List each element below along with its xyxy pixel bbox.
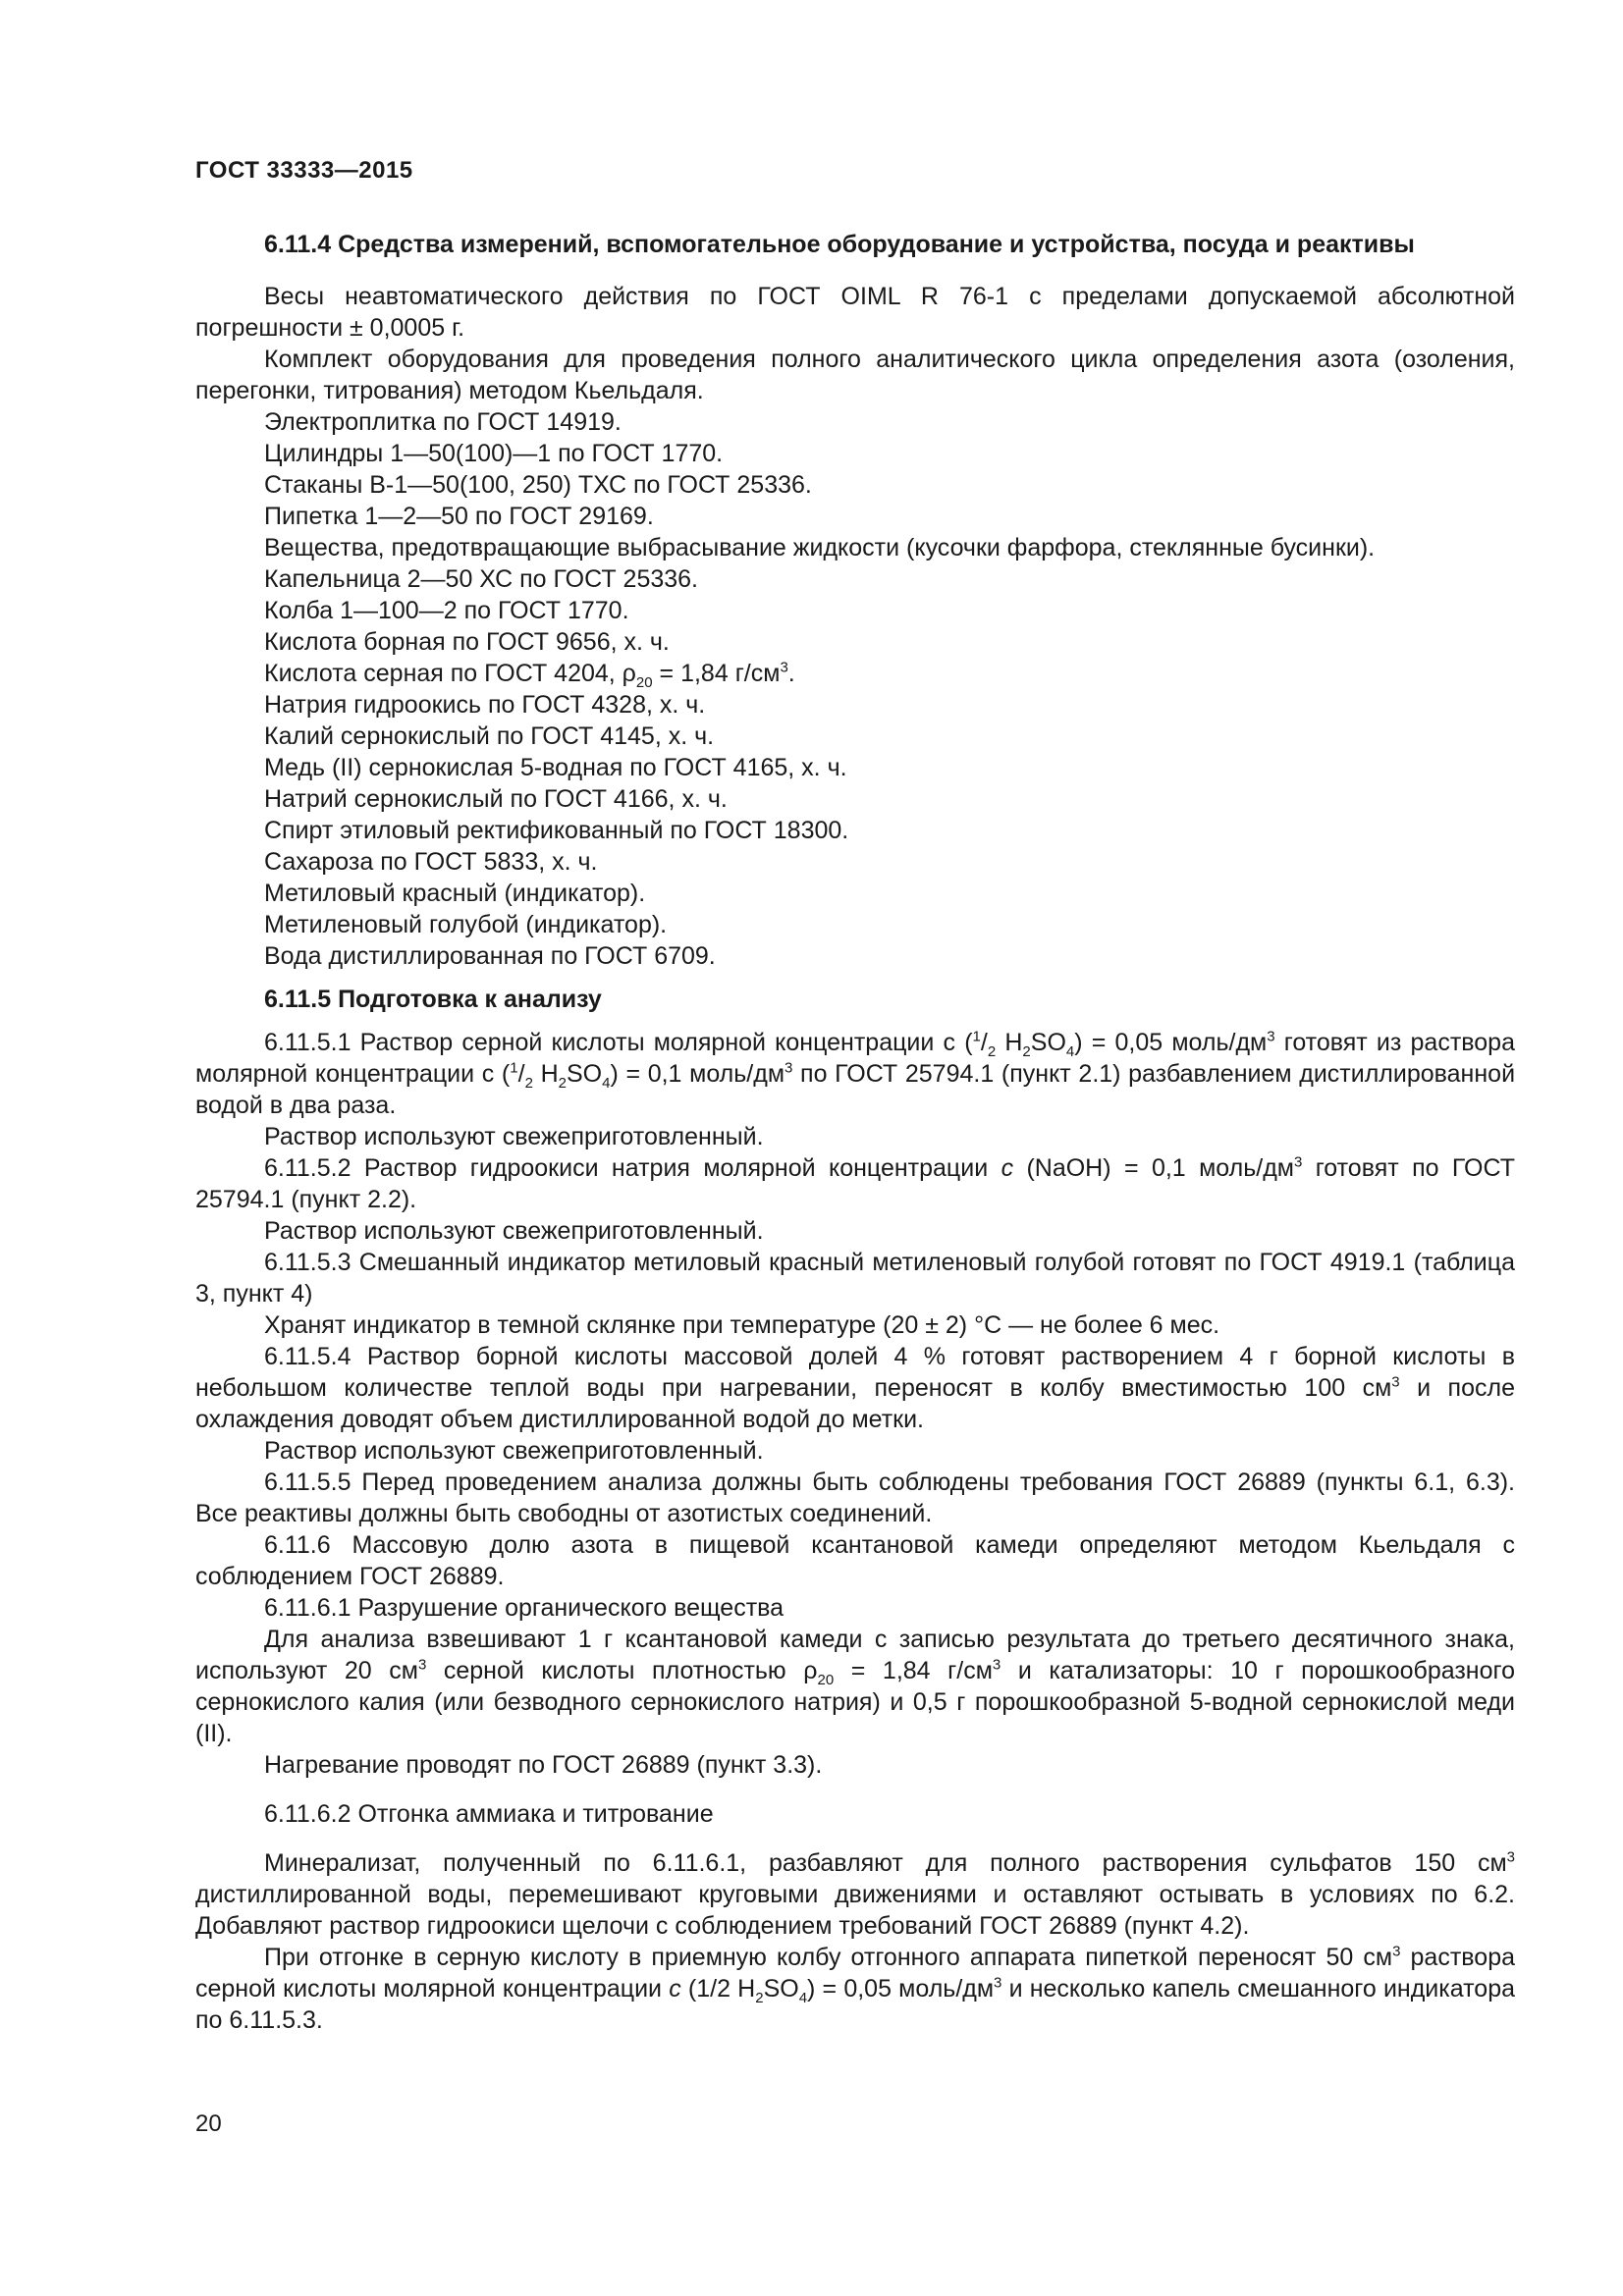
section-heading-6-11-4: 6.11.4 Средства измерений, вспомогательное оборудование и устройства, посуда и реактивы — [264, 231, 1415, 258]
paragraph-6-11-6-2-b: При отгонке в серную кислоту в приемную колбу отгонного аппарата пипеткой переносят 50 $см^3$ раствора серной кислоты молярной концентрации с (1/2 $H_2SO_4) = 0,05$ моль/$дм^3$ и несколько капель смешанного индикатора по 6.11.5.3. — [195, 1943, 1515, 2034]
paragraph-fresh-3: Раствор используют свежеприготовленный. — [264, 1437, 764, 1465]
paragraph-6-11-6: 6.11.6 Массовую долю азота в пищевой ксантановой камеди определяют методом Кьельдаля с соблюдением ГОСТ 26889. — [195, 1531, 1515, 1590]
list-item: Колба 1—100—2 по ГОСТ 1770. — [264, 597, 629, 624]
reagent-list — [195, 406, 1515, 972]
paragraph-6-11-5-3: 6.11.5.3 Смешанный индикатор метиловый красный метиленовый голубой готовят по ГОСТ 4919.1 (таблица 3, пункт 4) — [195, 1249, 1515, 1308]
list-item: Вещества, предотвращающие выбрасывание жидкости (кусочки фарфора, стеклянные бусинки). — [264, 534, 1376, 561]
paragraph-fresh-2: Раствор используют свежеприготовленный. — [264, 1217, 764, 1245]
list-item: Спирт этиловый ректификованный по ГОСТ 18300. — [264, 817, 849, 844]
list-item: Медь (II) сернокислая 5-водная по ГОСТ 4165, х. ч. — [264, 754, 847, 781]
paragraph-storage: Хранят индикатор в темной склянке при температуре (20 ± 2) °С — не более 6 мес. — [264, 1311, 1220, 1339]
list-item: Метиленовый голубой (индикатор). — [264, 911, 668, 938]
page-number: 20 — [195, 2110, 222, 2137]
list-item: Натрий сернокислый по ГОСТ 4166, х. ч. — [264, 785, 728, 813]
section-heading-6-11-5: 6.11.5 Подготовка к анализу — [264, 986, 602, 1013]
document-body — [195, 214, 1515, 2036]
paragraph-6-11-6-2-title: 6.11.6.2 Отгонка аммиака и титрование — [264, 1800, 714, 1828]
list-item: Пипетка 1—2—50 по ГОСТ 29169. — [264, 503, 654, 530]
paragraph-fresh-1: Раствор используют свежеприготовленный. — [264, 1123, 764, 1150]
list-item: Электроплитка по ГОСТ 14919. — [264, 408, 622, 436]
list-item: Натрия гидроокись по ГОСТ 4328, х. ч. — [264, 691, 706, 719]
list-item-sulfuric-acid: Кислота серная по ГОСТ 4204, $\rho_{20} = 1,84$ $г/см^3$. — [264, 659, 795, 691]
paragraph-6-11-5-2: 6.11.5.2 Раствор гидроокиси натрия молярной концентрации с (NaOH) = 0,1 моль/$дм^3$ готовят по ГОСТ 25794.1 (пункт 2.2). — [195, 1153, 1515, 1213]
list-item: Кислота борная по ГОСТ 9656, х. ч. — [264, 628, 670, 656]
list-item: Метиловый красный (индикатор). — [264, 880, 646, 907]
list-item: Цилиндры 1—50(100)—1 по ГОСТ 1770. — [264, 440, 724, 467]
standard-code: ГОСТ 33333—2015 — [195, 157, 413, 184]
paragraph-6-11-6-1-title: 6.11.6.1 Разрушение органического вещества — [264, 1594, 784, 1622]
list-item: Стаканы В-1—50(100, 250) ТХС по ГОСТ 25336. — [264, 471, 812, 499]
paragraph-6-11-5-4: 6.11.5.4 Раствор борной кислоты массовой долей 4 % готовят растворением 4 г борной кислоты в небольшом количестве теплой воды при нагревании, переносят в колбу вместимостью 100 $см^3$ и после охлаждения доводят объем дистиллированной водой до метки. — [195, 1343, 1515, 1433]
list-item: Сахароза по ГОСТ 5833, х. ч. — [264, 848, 598, 876]
paragraph-6-11-5-1: 6.11.5.1 Раствор серной кислоты молярной концентрации с ($^1/_2$ $H_2SO_4) = 0,05$ моль/$дм^3$ готовят из раствора молярной концентрации с ($^1/_2$ $H_2SO_4) = 0,1$ моль/$дм^3$ по ГОСТ 25794.1 (пункт 2.1) разбавлением дистиллированной водой в два раза. — [195, 1028, 1516, 1119]
paragraph-equipment-kit: Комплект оборудования для проведения полного аналитического цикла определения азота (озоления, перегонки, титрования) методом Кьельдаля. — [195, 346, 1515, 404]
paragraph-6-11-6-1: Для анализа взвешивают 1 г ксантановой камеди с записью результата до третьего десятичного знака, используют 20 $см^3$ серной кислоты плотностью $\rho_{20} = 1,84$ $г/см^3$ и катализаторы: 10 г порошкообразного сернокислого калия (или безводного сернокислого натрия) и 0,5 г порошкообразной 5-водной сернокислой меди (II). — [195, 1626, 1515, 1747]
paragraph-scales: Весы неавтоматического действия по ГОСТ OIML R 76-1 с пределами допускаемой абсолютной погрешности ± 0,0005 г. — [195, 283, 1515, 342]
list-item: Вода дистиллированная по ГОСТ 6709. — [264, 942, 716, 970]
list-item: Калий сернокислый по ГОСТ 4145, х. ч. — [264, 722, 715, 750]
paragraph-6-11-5-5: 6.11.5.5 Перед проведением анализа должны быть соблюдены требования ГОСТ 26889 (пункты 6.1, 6.3). Все реактивы должны быть свободны от азотистых соединений. — [195, 1468, 1515, 1527]
paragraph-6-11-6-2-a: Минерализат, полученный по 6.11.6.1, разбавляют для полного растворения сульфатов 150 $см^3$ дистиллированной воды, перемешивают круговыми движениями и оставляют остывать в условиях по 6.2. Добавляют раствор гидроокиси щелочи с соблюдением требований ГОСТ 26889 (пункт 4.2). — [195, 1848, 1515, 1940]
list-item: Капельница 2—50 ХС по ГОСТ 25336. — [264, 565, 699, 593]
paragraph-heating: Нагревание проводят по ГОСТ 26889 (пункт 3.3). — [264, 1751, 823, 1779]
